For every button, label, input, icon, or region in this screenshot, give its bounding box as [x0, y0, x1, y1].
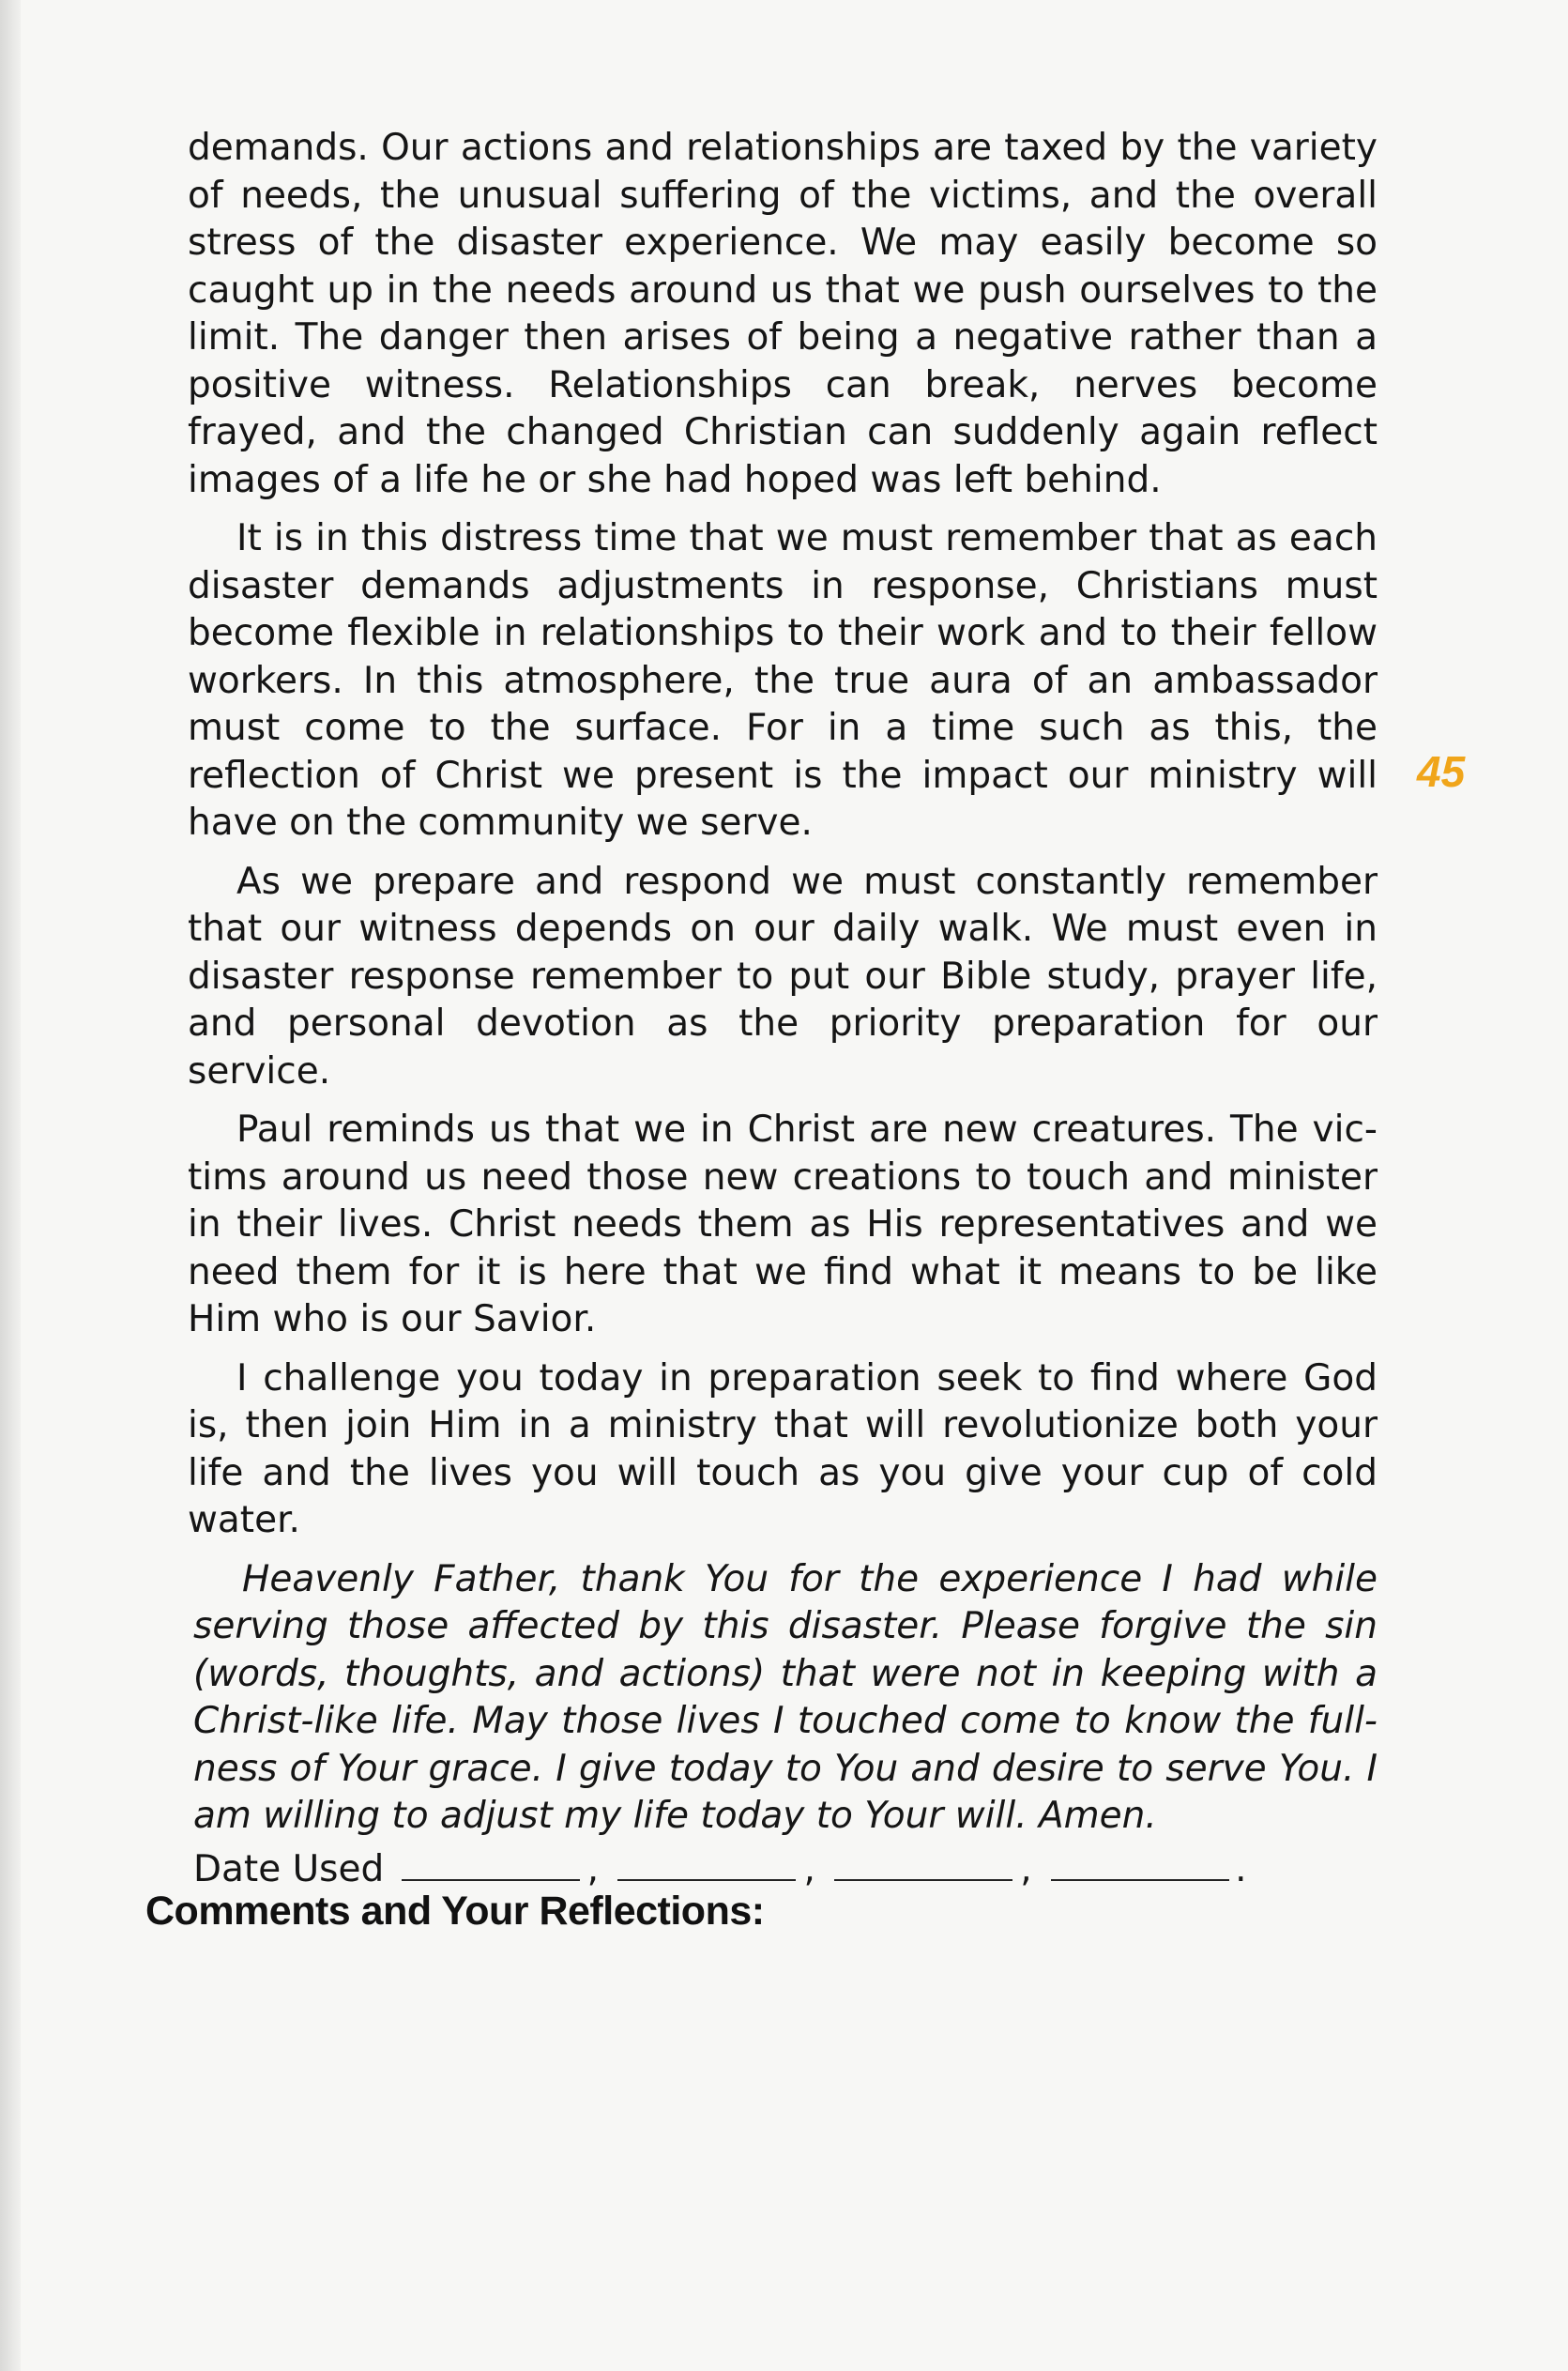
date-separator: ,	[1020, 1847, 1032, 1890]
body-text	[188, 125, 1378, 1893]
page-number: 45	[1417, 747, 1466, 796]
paragraph-4: Paul reminds us that we in Christ are new creatures. The victims around us need those new creations to touch and minister in their lives. Christ needs them as His representatives and we need them for it is here that we find what it means to be like Him who is our Savior.	[188, 1109, 1378, 1340]
paragraph-2: It is in this distress time that we must remember that as each disaster demands adjustments in response, Christians must become flexible in relationships to their work and to their fellow workers. In this atmosphere, the true aura of an ambassador must come to the surface. For in a time such as this, the reflection of Christ we present is the impact our ministry will have on the community we serve.	[188, 517, 1378, 844]
date-used-line	[188, 1846, 1378, 1894]
comments-heading: Comments and Your Reflections:	[145, 1889, 765, 1934]
page-gutter-shadow	[0, 0, 21, 2371]
date-blank-4[interactable]	[1051, 1851, 1229, 1881]
prayer-text: Heavenly Father, thank You for the experience I had while serving those affected by this disaster. Please forgive the sin (words, thoughts, and actions) that were not in keeping with a Christ-like life. May those lives I touched come to know the fullness of Your grace. I give today to You and desire to serve You. I am willing to adjust my life today to Your will. Amen.	[193, 1557, 1378, 1837]
paragraph-1: demands. Our actions and relationships are taxed by the variety of needs, the unusual suffering of the victims, and the overall stress of the disaster experience. We may easily become so caught up in the needs around us that we push ourselves to the limit. The danger then arises of being a negative rather than a positive witness. Relationships can break, nerves become frayed, and the changed Christian can suddenly again reflect images of a life he or she had hoped was left behind.	[188, 127, 1378, 501]
date-blank-2[interactable]	[617, 1851, 796, 1881]
date-used-label: Date Used	[193, 1847, 385, 1890]
paragraph-3: As we prepare and respond we must constantly remember that our witness depends on our daily walk. We must even in disaster response remember to put our Bible study, prayer life, and personal devotion as the priority preparation for our service.	[188, 860, 1378, 1093]
date-blank-3[interactable]	[834, 1851, 1012, 1881]
paragraph-5: I challenge you today in preparation seek to find where God is, then join Him in a ministry that will revolutionize both your life and the lives you will touch as you give your cup of cold water.	[188, 1356, 1378, 1541]
date-separator: ,	[803, 1847, 815, 1890]
date-end-period: .	[1235, 1847, 1247, 1890]
date-separator: ,	[586, 1847, 600, 1890]
date-blank-1[interactable]	[402, 1851, 580, 1881]
